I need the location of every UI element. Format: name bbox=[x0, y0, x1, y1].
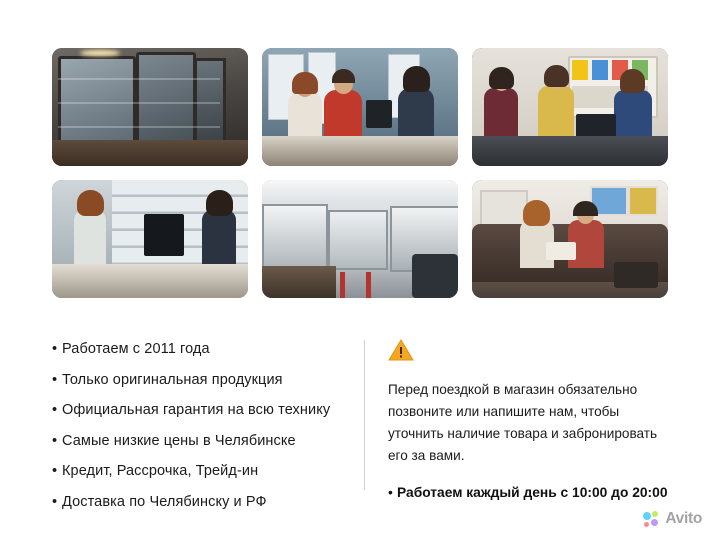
notice-text: Перед поездкой в магазин обязательно позвоните или напишите нам, чтобы уточнить наличие товара и забронировать его за вами. bbox=[388, 382, 658, 464]
person-woman bbox=[484, 88, 518, 140]
person-woman bbox=[614, 90, 652, 140]
photo-team-with-laptop bbox=[472, 48, 668, 166]
counter bbox=[262, 136, 458, 166]
warning-icon bbox=[388, 338, 414, 362]
wall-poster bbox=[628, 186, 658, 216]
list-item bbox=[52, 340, 352, 360]
photo-scene bbox=[52, 48, 248, 166]
monitor bbox=[366, 100, 392, 128]
working-hours-item bbox=[388, 483, 670, 502]
photo-couple-on-sofa bbox=[472, 180, 668, 298]
laptop bbox=[576, 114, 616, 138]
coffee-table bbox=[614, 262, 658, 288]
bullet-dot: • bbox=[52, 402, 58, 419]
person-hair bbox=[292, 72, 318, 94]
sofa bbox=[412, 254, 458, 298]
bullet-dot: • bbox=[52, 371, 58, 388]
board-note bbox=[572, 60, 588, 80]
table bbox=[472, 136, 668, 166]
person-hair bbox=[544, 65, 569, 87]
counter bbox=[262, 266, 336, 298]
photo-scene bbox=[472, 180, 668, 298]
photo-grid bbox=[52, 48, 668, 298]
photo-store-interior bbox=[262, 180, 458, 298]
bullet-dot: • bbox=[52, 493, 58, 510]
counter bbox=[52, 140, 248, 166]
list-item-label: Только оригинальная продукция bbox=[62, 371, 283, 388]
person-woman bbox=[538, 86, 574, 140]
bullet-dot: • bbox=[388, 485, 393, 501]
notice-block bbox=[388, 338, 670, 502]
avito-watermark bbox=[643, 510, 702, 528]
person-hair bbox=[620, 69, 645, 93]
shelf-line bbox=[58, 78, 220, 80]
photo-shop-display-cases bbox=[52, 48, 248, 166]
list-item bbox=[52, 493, 352, 513]
working-hours-label: Работаем каждый день с 10:00 до 20:00 bbox=[397, 485, 668, 501]
person-hair bbox=[206, 190, 233, 216]
person-hair bbox=[403, 66, 430, 92]
person-hair bbox=[332, 69, 355, 83]
avito-logo-icon bbox=[643, 511, 660, 528]
board-note bbox=[592, 60, 608, 80]
ceiling-lamp bbox=[80, 50, 120, 56]
person-hair bbox=[489, 67, 514, 89]
bullet-dot: • bbox=[52, 432, 58, 449]
list-item-label: Самые низкие цены в Челябинске bbox=[62, 432, 296, 449]
bullet-dot: • bbox=[52, 341, 58, 357]
vertical-divider bbox=[364, 340, 365, 490]
bullet-dot: • bbox=[52, 463, 58, 480]
photo-scene bbox=[472, 48, 668, 166]
list-item-label: Официальная гарантия на всю технику bbox=[62, 402, 331, 419]
counter bbox=[52, 264, 248, 298]
photo-couple-at-counter bbox=[262, 48, 458, 166]
monitor bbox=[144, 214, 184, 256]
list-item-label: Работаем с 2011 года bbox=[62, 341, 210, 357]
photo-scene bbox=[262, 48, 458, 166]
list-item-label: Доставка по Челябинску и РФ bbox=[62, 493, 267, 510]
benefits-list bbox=[52, 340, 352, 523]
display-case bbox=[328, 210, 388, 270]
list-item bbox=[52, 401, 352, 421]
person-hair bbox=[523, 200, 550, 226]
display-case bbox=[262, 204, 328, 274]
avito-brand-label: Avito bbox=[665, 510, 702, 527]
person-hair bbox=[77, 190, 104, 216]
list-item-label: Кредит, Рассрочка, Трейд-ин bbox=[62, 463, 259, 480]
floor-marking bbox=[340, 272, 345, 298]
list-item bbox=[52, 432, 352, 452]
photo-two-women-at-counter bbox=[52, 180, 248, 298]
photo-scene bbox=[262, 180, 458, 298]
catalog bbox=[546, 242, 576, 260]
list-item bbox=[52, 371, 352, 391]
person-woman bbox=[202, 210, 236, 268]
photo-scene bbox=[52, 180, 248, 298]
person-woman bbox=[74, 210, 106, 268]
list-item bbox=[52, 462, 352, 482]
shelf-line bbox=[58, 126, 220, 128]
ceiling bbox=[262, 180, 458, 202]
floor-marking bbox=[366, 272, 371, 298]
shelf-line bbox=[58, 102, 220, 104]
